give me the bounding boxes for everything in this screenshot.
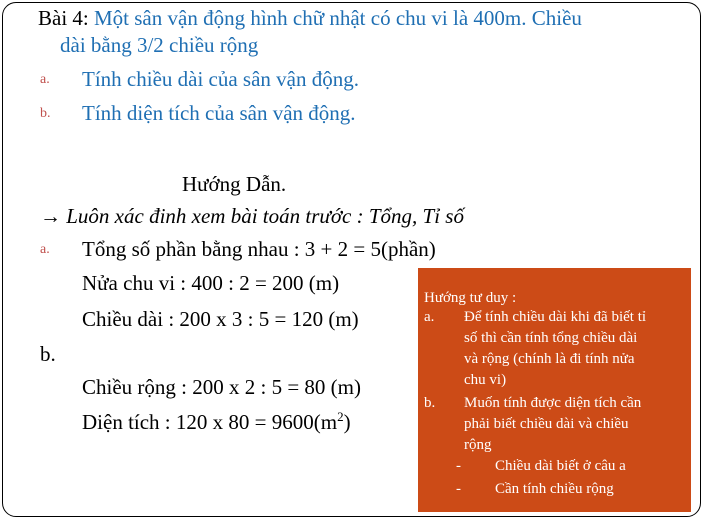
problem-line-1 — [38, 6, 582, 30]
guide-line-a2: Nửa chu vi : 400 : 2 = 200 (m) — [82, 271, 340, 295]
guide-line-a3: Chiều dài : 200 x 3 : 5 = 120 (m) — [82, 307, 359, 331]
area-superscript: 2 — [337, 409, 344, 424]
guide-line-b2 — [82, 410, 351, 434]
thinking-a-marker: a. — [424, 309, 435, 325]
problem-label: Bài 4: — [38, 6, 89, 30]
item-b-marker: b. — [40, 106, 51, 121]
bullet-2-dash: - — [456, 481, 461, 497]
arrow-icon: → — [40, 204, 61, 228]
bullet-2-text: Cần tính chiều rộng — [495, 481, 614, 497]
thinking-b-line-3: rộng — [464, 437, 492, 453]
thinking-a-line-1: Để tính chiều dài khi đã biết tỉ — [464, 309, 647, 325]
thinking-a-line-4: chu vi) — [464, 372, 507, 388]
item-a-text: Tính chiều dài của sân vận động. — [82, 67, 359, 91]
guide-note-line — [40, 204, 464, 228]
guide-line-a1: Tổng số phần bằng nhau : 3 + 2 = 5(phần) — [82, 237, 436, 261]
bullet-1-text: Chiều dài biết ở câu a — [495, 458, 626, 474]
thinking-b-line-1: Muốn tính được diện tích cần — [464, 395, 642, 411]
area-prefix: Diện tích : 120 x 80 = 9600(m — [82, 410, 338, 434]
bullet-1-dash: - — [456, 458, 461, 474]
item-a-marker: a. — [40, 72, 50, 87]
thinking-a-line-3: và rộng (chính là đi tính nửa — [464, 351, 635, 367]
item-b-text: Tính diện tích của sân vận động. — [82, 101, 356, 125]
problem-text-1: Một sân vận động hình chữ nhật có chu vi là 400m. Chiều — [88, 6, 582, 30]
thinking-a-line-2: số thì cần tính tổng chiều dài — [464, 330, 638, 346]
guide-a-marker: a. — [40, 242, 50, 257]
area-suffix: ) — [343, 410, 351, 434]
guide-heading: Hướng Dẫn. — [182, 172, 287, 196]
thinking-b-marker: b. — [424, 395, 436, 411]
problem-line-2: dài bằng 3/2 chiều rộng — [60, 33, 259, 57]
guide-b-label: b. — [40, 342, 56, 366]
thinking-box — [418, 268, 691, 512]
guide-note: Luôn xác đinh xem bài toán trước : Tổng, Tỉ số — [61, 204, 464, 228]
thinking-b-line-2: phải biết chiều dài và chiều — [464, 416, 629, 432]
thinking-title: Hướng tư duy : — [424, 290, 517, 306]
guide-line-b1: Chiều rộng : 200 x 2 : 5 = 80 (m) — [82, 375, 361, 399]
